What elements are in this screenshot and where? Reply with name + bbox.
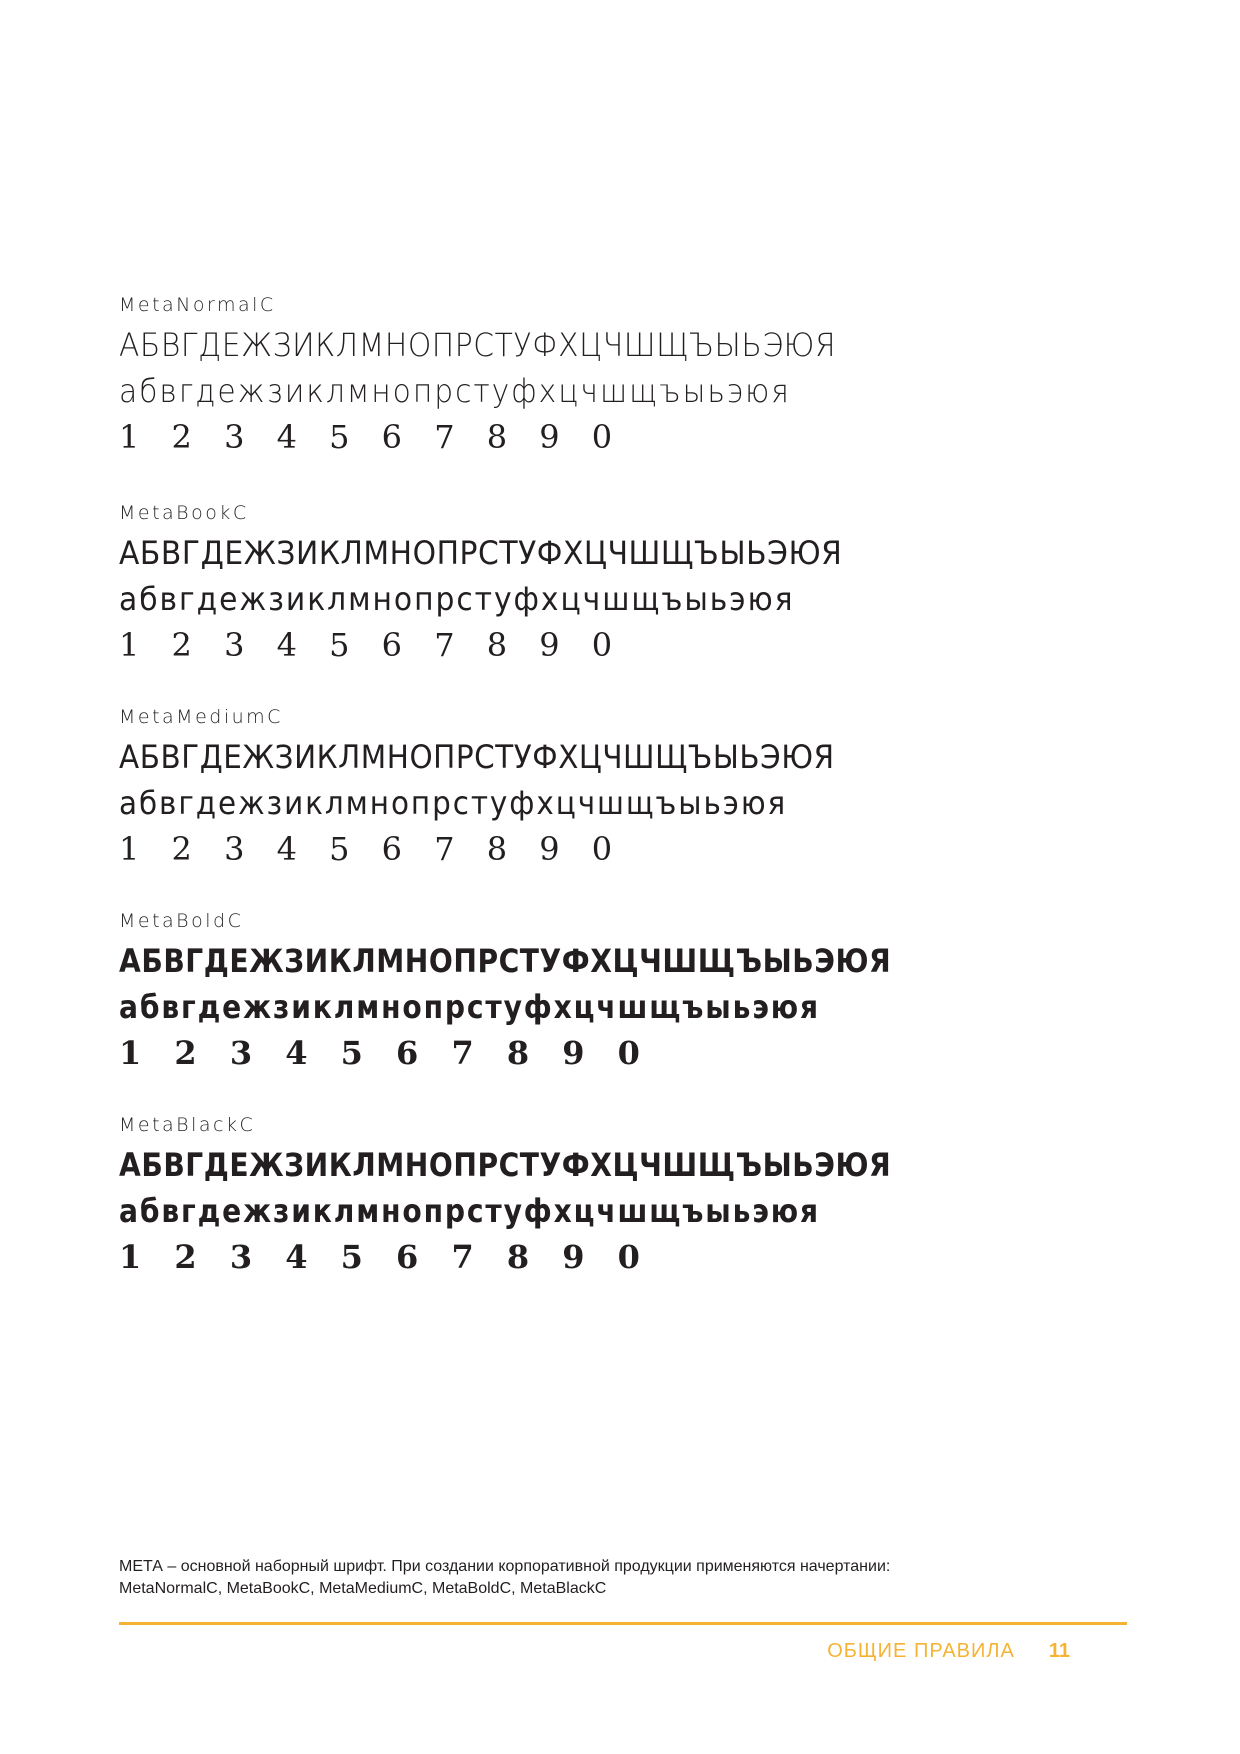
font-specimen-normal (119, 294, 1119, 456)
font-name: MetaMediumC (119, 706, 283, 728)
uppercase-alphabet: АБВГДЕЖЗИКЛМНОПРСТУФХЦЧШЩЪЫЬЭЮЯ (119, 326, 837, 364)
font-name: MetaBlackC (119, 1114, 256, 1136)
uppercase-alphabet: АБВГДЕЖЗИКЛМНОПРСТУФХЦЧШЩЪЫЬЭЮЯ (119, 738, 835, 776)
uppercase-alphabet: АБВГДЕЖЗИКЛМНОПРСТУФХЦЧШЩЪЫЬЭЮЯ (119, 534, 843, 572)
digits-row: 1 2 3 4 5 6 7 8 9 0 (119, 830, 624, 868)
font-name: MetaBoldC (119, 910, 244, 932)
page-footer (827, 1640, 1070, 1663)
font-specimen-black (119, 1114, 1119, 1276)
digits-row: 1 2 3 4 5 6 7 8 9 0 (119, 1238, 651, 1276)
font-specimen-bold (119, 910, 1119, 1072)
uppercase-alphabet: АБВГДЕЖЗИКЛМНОПРСТУФХЦЧШЩЪЫЬЭЮЯ (119, 1146, 892, 1184)
lowercase-alphabet: абвгдежзиклмнопрстуфхцчшщъыьэюя (119, 784, 788, 822)
font-name: MetaNormalC (119, 294, 276, 316)
lowercase-alphabet: абвгдежзиклмнопрстуфхцчшщъыьэюя (119, 372, 791, 410)
page-number: 11 (1048, 1640, 1070, 1662)
section-label: ОБЩИЕ ПРАВИЛА (827, 1640, 1015, 1662)
lowercase-alphabet: абвгдежзиклмнопрстуфхцчшщъыьэюя (119, 580, 795, 618)
font-specimen-book (119, 502, 1119, 664)
digits-row: 1 2 3 4 5 6 7 8 9 0 (119, 626, 624, 664)
digits-row: 1 2 3 4 5 6 7 8 9 0 (119, 1034, 651, 1072)
typeface-note (119, 1556, 1119, 1600)
font-name: MetaBookC (119, 502, 249, 524)
footer-divider (119, 1622, 1127, 1625)
lowercase-alphabet: абвгдежзиклмнопрстуфхцчшщъыьэюя (119, 1192, 820, 1230)
font-specimen-medium (119, 706, 1119, 868)
uppercase-alphabet: АБВГДЕЖЗИКЛМНОПРСТУФХЦЧШЩЪЫЬЭЮЯ (119, 942, 892, 980)
note-line-1: МЕТА – основной наборный шрифт. При создании корпоративной продукции применяются начертании: (119, 1558, 891, 1575)
note-line-2: MetaNormalC, MetaBookC, MetaMediumC, MetaBoldC, MetaBlackC (119, 1580, 607, 1597)
digits-row: 1 2 3 4 5 6 7 8 9 0 (119, 418, 624, 456)
lowercase-alphabet: абвгдежзиклмнопрстуфхцчшщъыьэюя (119, 988, 820, 1026)
